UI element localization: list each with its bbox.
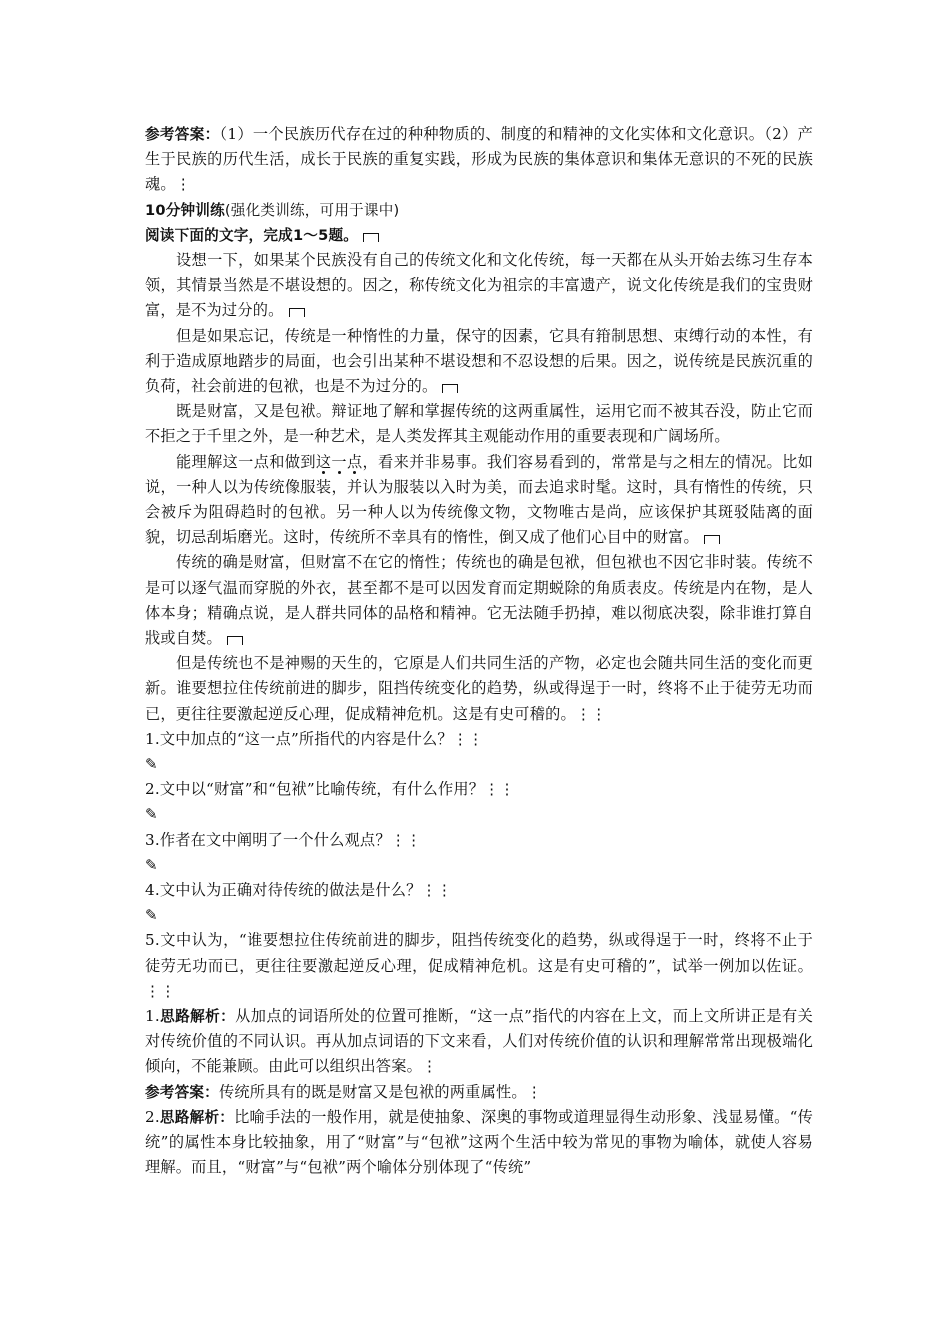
answer-label: 参考答案： — [145, 1083, 219, 1101]
emphasis-dot-char: 这 — [315, 452, 332, 471]
question-1: 1.文中加点的“这一点”所指代的内容是什么？⋮⋮ — [145, 729, 484, 748]
bracket-mark-icon — [363, 233, 379, 242]
section-subtitle: (强化类训练，可用于课中) — [224, 201, 400, 219]
task-text: 阅读下面的文字，完成1～5题。 — [145, 226, 359, 244]
passage-paragraph-3 — [145, 399, 813, 449]
analysis-label: 思路解析： — [159, 1108, 235, 1126]
answer-text: （1）一个民族历代存在过的种种物质的、制度的和精神的文化实体和文化意识。（2）产生于民族的历代生活，成长于民族的重复实践，形成为民族的集体意识和集体无意识的不死的民族魂。⋮ — [145, 125, 813, 194]
bracket-mark-icon — [289, 308, 305, 317]
paragraph-text: 既是财富，又是包袱。辩证地了解和掌握传统的这两重属性，运用它而不被其吞没，防止它而不拒之于千里之外，是一种艺术，是人类发挥其主观能动作用的重要表现和广阔场所。 — [145, 402, 813, 446]
question-2: 2.文中以“财富”和“包袱”比喻传统，有什么作用？⋮⋮ — [145, 780, 515, 799]
passage-paragraph-4 — [145, 450, 813, 551]
emphasis-dot-char: 一 — [331, 452, 347, 471]
analysis-label: 思路解析： — [159, 1008, 236, 1026]
paragraph-text: 能理解这一点和做到 — [176, 452, 316, 471]
paragraph-text: ，看来并非易事。我们容易看到的，常常是与之相左的情况。比如说，一种人以为传统像服装，并认为服装以入时为美，而去追求时髦。这时，具有惰性的传统，只会被斥为阻碍趋时的包袱。另一种人以为传统像文物，文物唯古是尚，应该保护其斑驳陆离的面貌，切忌刮垢磨光。这时，传统所不幸具有的惰性，倒又成了他们心目中的财富。 — [145, 452, 813, 547]
question-4: 4.文中认为正确对待传统的做法是什么？⋮⋮ — [145, 881, 453, 900]
analysis-text: 从加点的词语所处的位置可推断，“这一点”指代的内容在上文，而上文所讲正是有关对传统价值的不同认识。再从加点词语的下文来看，人们对传统价值的认识和理解常常出现极端化倾向，不能兼顾。由此可以组织出答案。⋮ — [145, 1007, 813, 1076]
section-heading — [145, 198, 813, 223]
answer-space-icon: ✎ — [145, 906, 158, 925]
bracket-mark-icon — [442, 384, 458, 393]
passage-paragraph-1 — [145, 248, 813, 324]
passage-paragraph-2 — [145, 324, 813, 400]
document-page — [145, 122, 813, 1180]
question-5: 5.文中认为，“谁要想拉住传统前进的脚步，阻挡传统变化的趋势，纵或得逞于一时，终将不止于徒劳无功而已，更往往要激起逆反心理，促成精神危机。这是有史可稽的”，试举一例加以佐证。⋮⋮ — [145, 931, 813, 1000]
task-instruction — [145, 223, 813, 248]
bracket-mark-icon — [227, 636, 243, 645]
question-3: 3.作者在文中阐明了一个什么观点？⋮⋮ — [145, 830, 422, 849]
answer-text: 传统所具有的既是财富又是包袱的两重属性。⋮ — [218, 1082, 543, 1101]
analysis-2 — [145, 1105, 813, 1181]
paragraph-text: 设想一下，如果某个民族没有自己的传统文化和文化传统，每一天都在从头开始去练习生存本领，其情景当然是不堪设想的。因之，称传统文化为祖宗的丰富遗产，说文化传统是我们的宝贵财富，是不为过分的。 — [145, 251, 813, 320]
previous-answer — [145, 122, 813, 198]
passage-paragraph-5 — [145, 550, 813, 651]
answer-space-icon: ✎ — [145, 755, 158, 774]
paragraph-text: 但是传统也不是神赐的天生的，它原是人们共同生活的产物，必定也会随共同生活的变化而更新。谁要想拉住传统前进的脚步，阻挡传统变化的趋势，纵或得逞于一时，终将不止于徒劳无功而已，更往往要激起逆反心理，促成精神危机。这是有史可稽的。⋮⋮ — [145, 654, 813, 723]
passage-paragraph-6 — [145, 651, 813, 727]
section-title: 10分钟训练 — [145, 201, 225, 219]
paragraph-text: 传统的确是财富，但财富不在它的惰性；传统也的确是包袱，但包袱也不因它非时装。传统不是可以逐气温而穿脱的外衣，甚至都不是可以因发育而定期蜕除的角质表皮。传统是内在物，是人体本身；精确点说，是人群共同体的品格和精神。它无法随手扔掉，难以彻底决裂，除非谁打算自戕或自焚。 — [145, 553, 813, 648]
analysis-number: 2. — [145, 1107, 160, 1126]
bracket-mark-icon — [704, 535, 720, 544]
answer-label: 参考答案： — [145, 126, 220, 143]
answer-space-icon: ✎ — [145, 855, 158, 874]
analysis-text: 比喻手法的一般作用，就是使抽象、深奥的事物或道理显得生动形象、浅显易懂。“传统”的属性本身比较抽象，用了“财富”与“包袱”这两个生活中较为常见的事物为喻体，就使人容易理解。而且，“财富”与“包袱”两个喻体分别体现了“传统” — [145, 1107, 813, 1177]
reference-answer-1 — [145, 1080, 813, 1105]
emphasis-dot-char: 点 — [346, 452, 363, 471]
answer-space-icon: ✎ — [145, 805, 158, 824]
analysis-1 — [145, 1004, 813, 1080]
paragraph-text: 但是如果忘记，传统是一种惰性的力量，保守的因素，它具有箝制思想、束缚行动的本性，有利于造成原地踏步的局面，也会引出某种不堪设想和不忍设想的后果。因之，说传统是民族沉重的负荷，社会前进的包袱，也是不为过分的。 — [145, 326, 813, 396]
analysis-number: 1. — [145, 1007, 160, 1026]
